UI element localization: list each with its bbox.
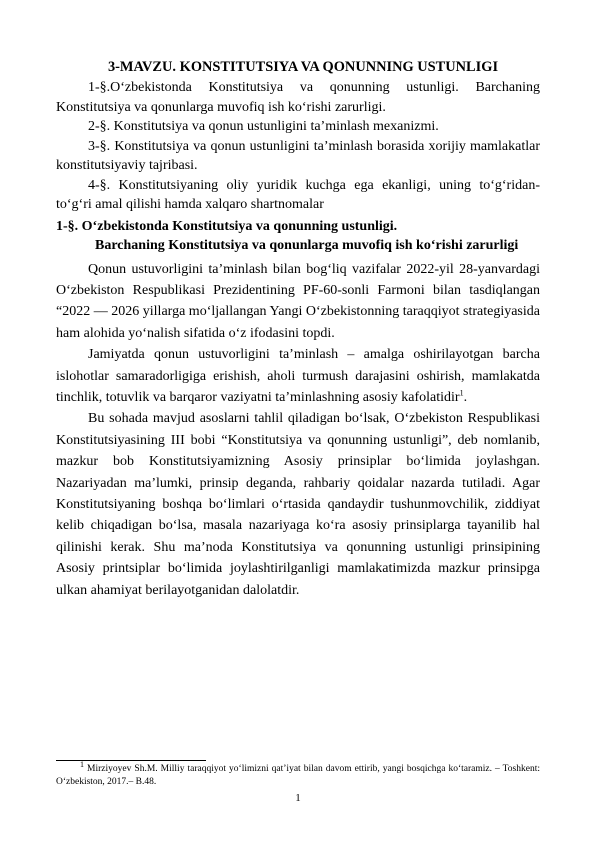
outline-item: 4-§. Konstitutsiyaning oliy yuridik kuchga ega ekanligi, uning to‘g‘ridan- to‘g‘ri amal qilishi hamda xalqaro shartnomalar <box>56 177 540 212</box>
outline-item: 3-§. Konstitutsiya va qonun ustunligini ta’minlash borasida xorijiy mamlakatlar konstitutsiyaviy tajribasi. <box>56 138 540 173</box>
body-paragraph <box>56 344 540 408</box>
outline-item: 1-§.O‘zbekistonda Konstitutsiya va qonunning ustunligi. Barchaning Konstitutsiya va qonunlarga muvofiq ish ko‘rishi zarurligi. <box>56 80 540 115</box>
section-heading-line2: Barchaning Konstitutsiya va qonunlarga muvofiq ish ko‘rishi zarurligi <box>95 238 519 253</box>
topic-outline <box>56 78 540 215</box>
body-paragraph: Qonun ustuvorligini ta’minlash bilan bog‘liq vazifalar 2022-yil 28-yanvardagi O‘zbekiston Respublikasi Prezidentining PF-60-sonli Farmoni bilan tasdiqlangan “2022 — 2026 yillarga mo‘ljallangan Yangi O‘zbekistonning taraqqiyot strategiyasida ham alohida yo‘nalish sifatida o‘z ifodasini topdi. <box>56 261 540 341</box>
section-heading-line1: O‘zbekistonda Konstitutsiya va qonunning ustunligi. <box>81 218 398 234</box>
section-body <box>56 259 540 602</box>
section-heading <box>56 217 540 256</box>
section-number: 1-§. <box>56 218 79 234</box>
page-number: 1 <box>295 792 301 804</box>
footnote-text: Mirziyoyev Sh.M. Milliy taraqqiyot yo‘limizni qat’iyat bilan davom ettirib, yangi bosqichga ko‘taramiz. – Toshkent: O‘zbekiston, 2017.– B.48. <box>56 764 540 787</box>
body-paragraph: Bu sohada mavjud asoslarni tahlil qiladigan bo‘lsak, O‘zbekiston Respublikasi Konstitutsiyasining III bobi “Konstitutsiya va qonunning ustunligi”, deb nomlanib, mazkur bob Konstitutsiyamizning Asosiy prinsiplar bo‘limida joylashgan. Nazariyadan ma’lumki, prinsip deganda, rahbariy qoidalar nazarda tutiladi. Agar Konstitutsiyaning boshqa bo‘limlari o‘rtasida qandaydir tushunmovchilik, ziddiyat kelib chiqadigan bo‘lsa, masala nazariyaga ko‘ra asosiy prinsiplarga tayanilib hal qilinishi kerak. Shu ma’noda Konstitutsiya va qonunning ustunligi prinsipining Asosiy printsiplar bo‘limida joylashtirilganligi mamlakatimizda mazkur prinsipga ulkan ahamiyat berilayotganidan dalolatdir. <box>56 411 540 598</box>
footnote <box>56 759 540 788</box>
footnote-marker: 1 <box>80 759 84 769</box>
footnote-divider <box>56 760 206 761</box>
outline-item: 2-§. Konstitutsiya va qonun ustunligini ta’minlash mexanizmi. <box>88 119 439 134</box>
paragraph-end: . <box>463 389 468 405</box>
document-page <box>56 58 540 601</box>
document-title: 3-MAVZU. KONSTITUTSIYA VA QONUNNING USTUNLIGI <box>107 59 499 75</box>
paragraph-text: Jamiyatda qonun ustuvorligini ta’minlash – amalga oshirilayotgan barcha islohotlar samaradorligiga erishish, aholi turmush darajasini oshirish, mamlakatda tinchlik, totuvlik va barqaror vaziyatni ta’minlashning asosiy kafolatidir <box>56 347 540 405</box>
footnote-reference: 1 <box>459 388 464 398</box>
